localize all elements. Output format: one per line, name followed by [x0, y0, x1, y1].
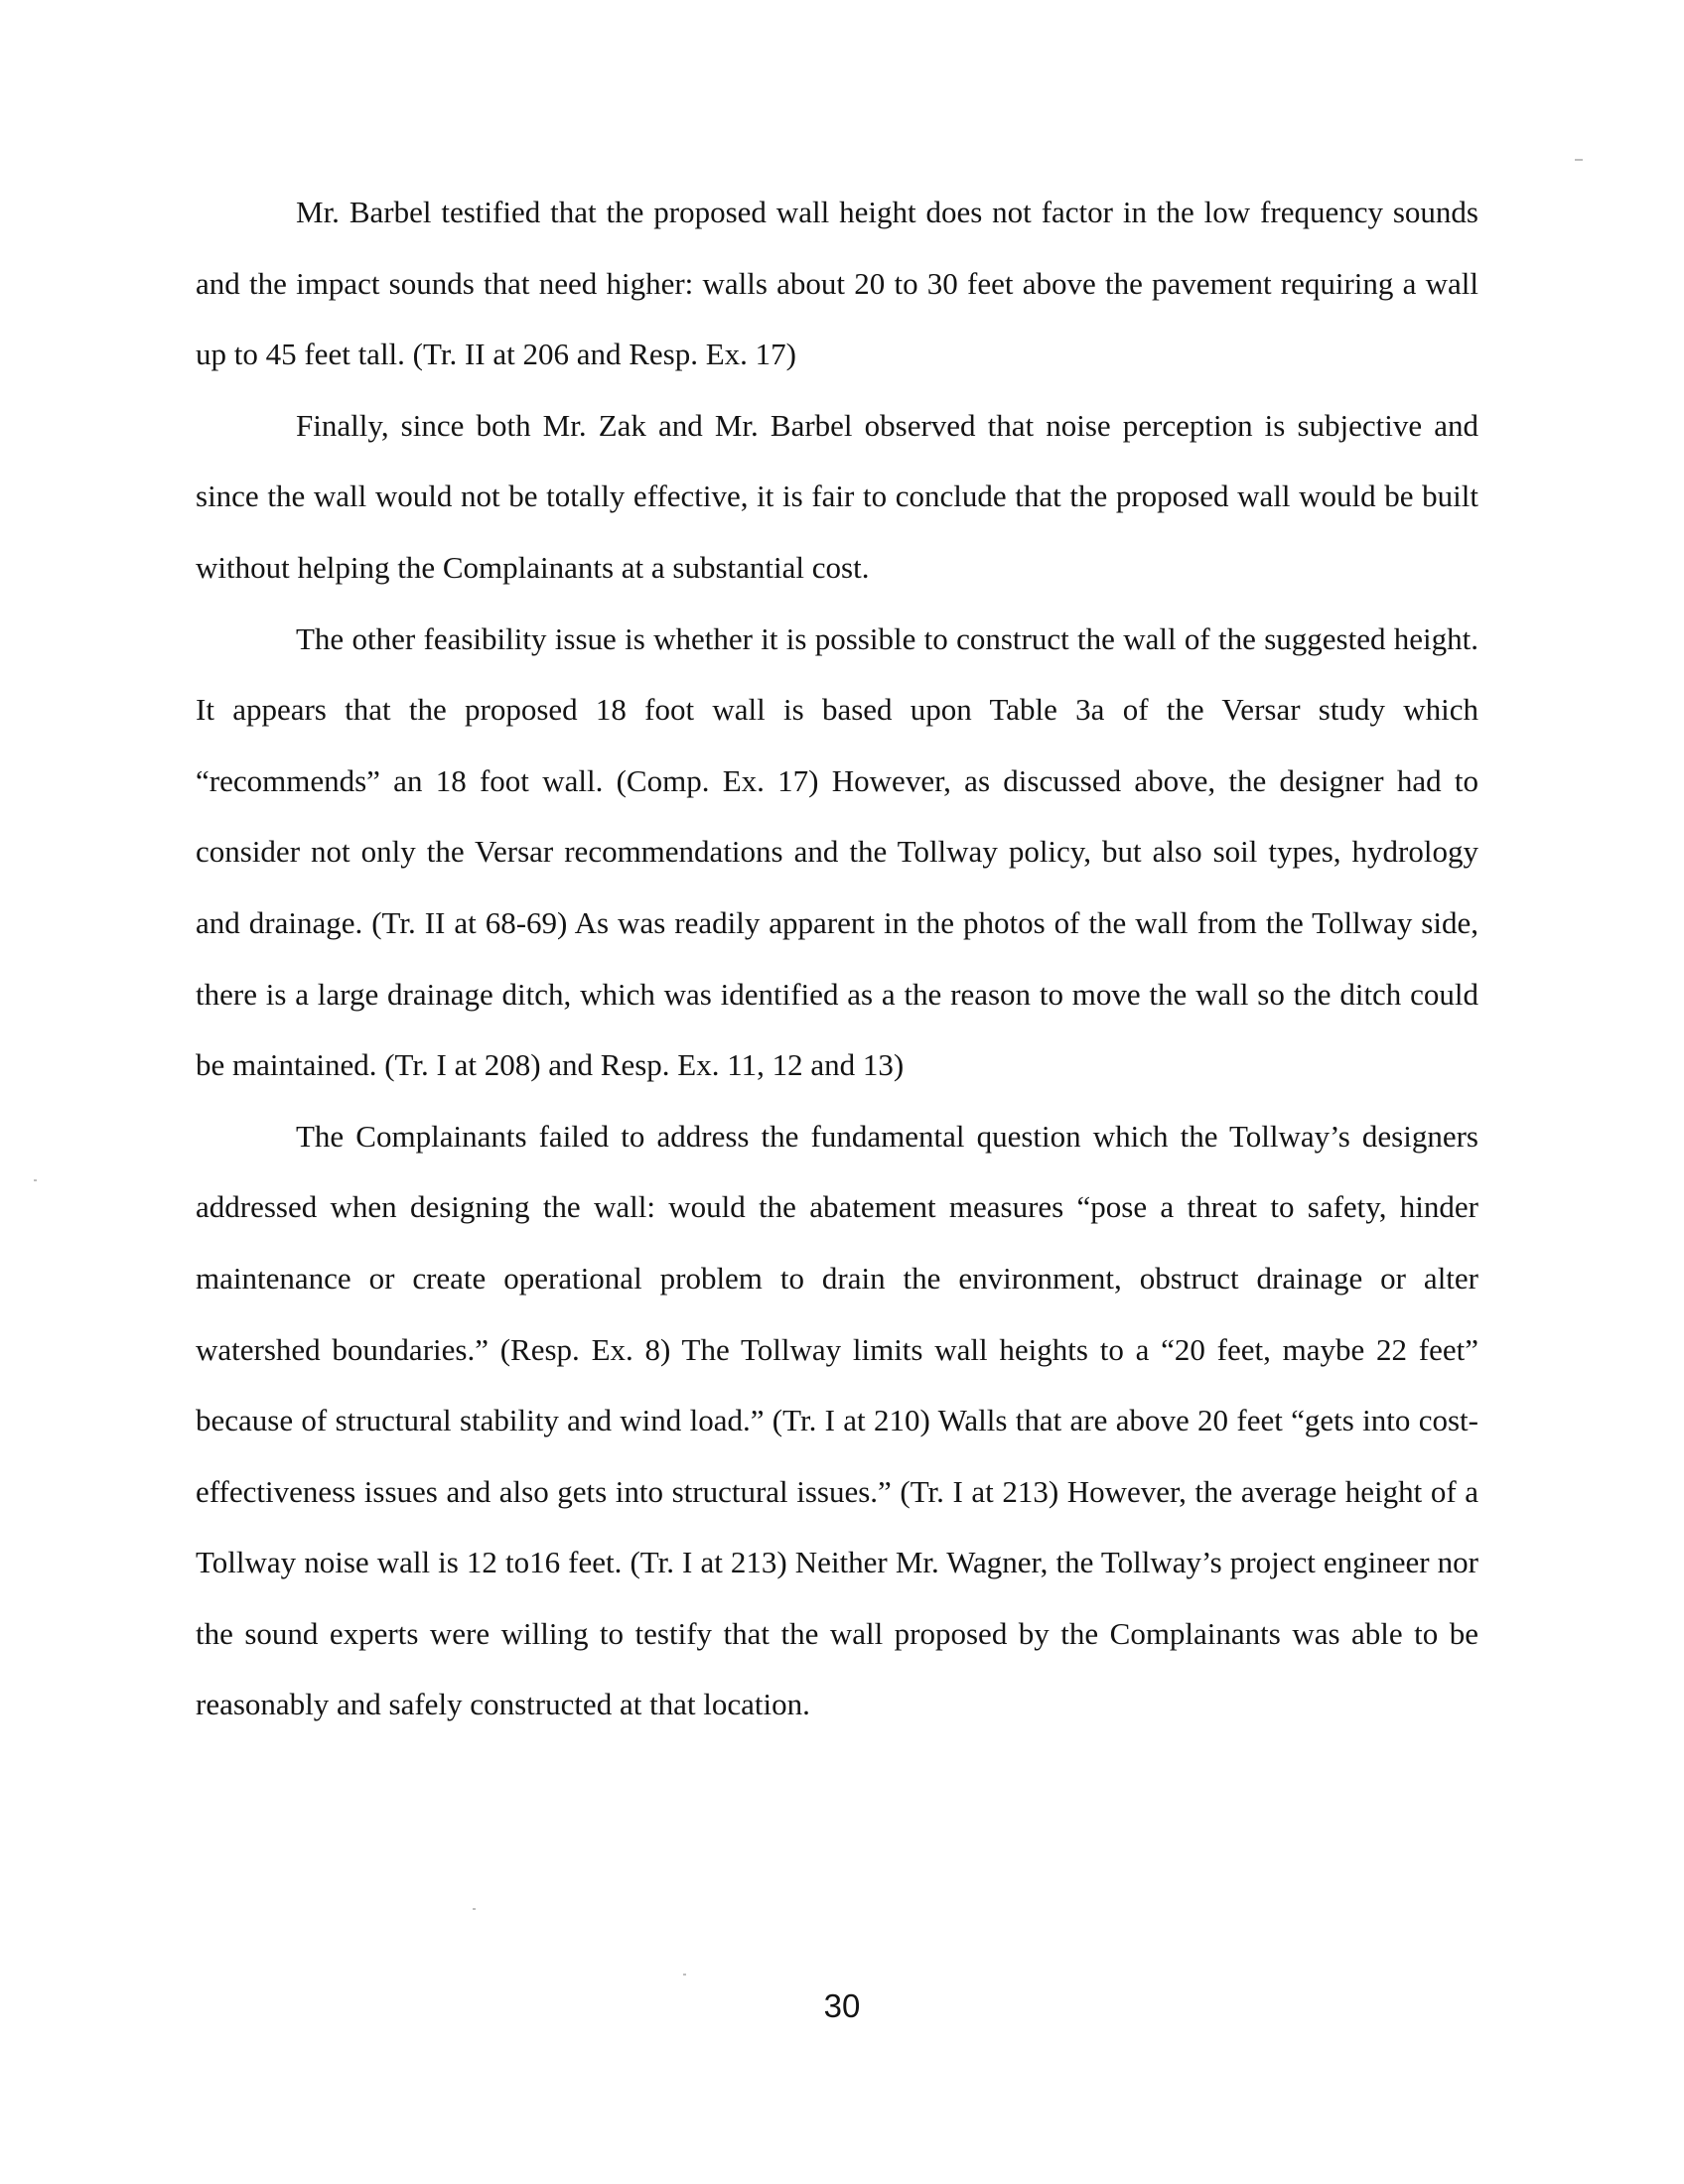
paragraph-feasibility-issue: The other feasibility issue is whether it is possible to construct the wall of the suggested height. It appears that the proposed 18 foot wall is based upon Table 3a of the Versar study which “recommends” an 18 foot wall. (Comp. Ex. 17) However, as discussed above, the designer had to consider not only the Versar recommendations and the Tollway policy, but also soil types, hydrology and drainage. (Tr. II at 68-69) As was readily apparent in the photos of the wall from the Tollway side, there is a large drainage ditch, which was identified as a the reason to move the wall so the ditch could be maintained. (Tr. I at 208) and Resp. Ex. 11, 12 and 13)	[196, 620, 1478, 1083]
scan-speck	[1575, 159, 1583, 161]
scan-speck	[473, 1908, 476, 1910]
paragraph-barbel-testimony: Mr. Barbel testified that the proposed wall height does not factor in the low frequency sounds and the impact sounds that need higher: walls about 20 to 30 feet above the pavement requiring a wall up to 45 feet tall. (Tr. II at 206 and Resp. Ex. 17)	[196, 195, 1478, 372]
page-number: 30	[823, 1987, 861, 2024]
paragraph-noise-perception: Finally, since both Mr. Zak and Mr. Barbel observed that noise perception is subjective and since the wall would not be totally effective, it is fair to conclude that the proposed wall would be built without helping the Complainants at a substantial cost.	[196, 407, 1478, 585]
body-text	[196, 177, 1478, 1740]
paragraph-complainants-failed: The Complainants failed to address the fundamental question which the Tollway’s designers addressed when designing the wall: would the abatement measures “pose a threat to safety, hinder maintenance or create operational problem to drain the environment, obstruct drainage or alter watershed boundaries.” (Resp. Ex. 8) The Tollway limits wall heights to a “20 feet, maybe 22 feet” because of structural stability and wind load.” (Tr. I at 210) Walls that are above 20 feet “gets into cost-effectiveness issues and also gets into structural issues.” (Tr. I at 213) However, the average height of a Tollway noise wall is 12 to16 feet. (Tr. I at 213) Neither Mr. Wagner, the Tollway’s project engineer nor the sound experts were willing to testify that the wall proposed by the Complainants was able to be reasonably and safely constructed at that location.	[196, 1118, 1478, 1722]
scan-speck	[683, 1974, 686, 1976]
scan-speck	[34, 1179, 37, 1181]
